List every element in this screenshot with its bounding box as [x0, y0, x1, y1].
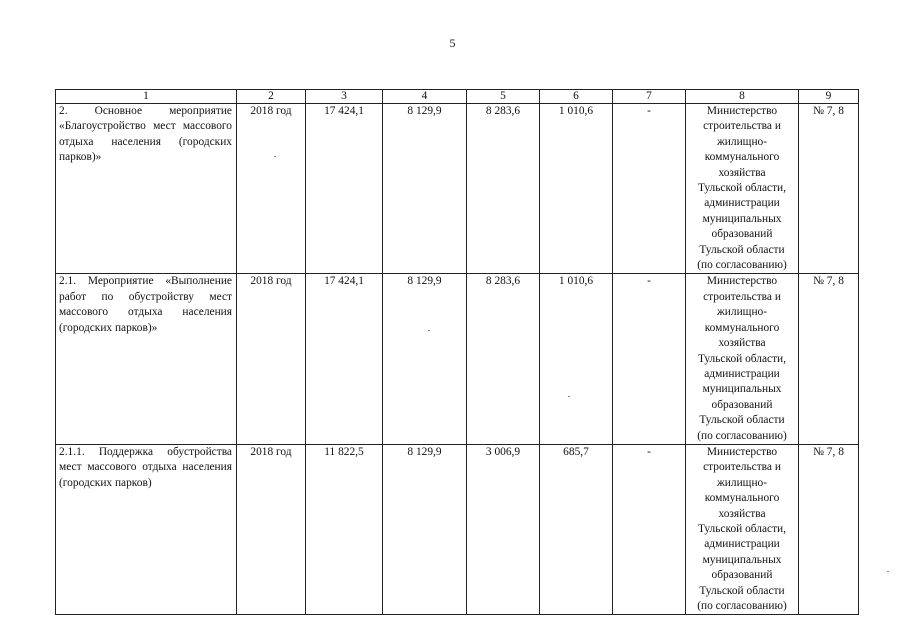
- indicators-cell: № 7, 8: [799, 104, 859, 274]
- responsible-line: строительства и: [703, 120, 781, 133]
- responsible-line: Министерство: [706, 445, 778, 458]
- responsible-line: Тульской области,: [697, 182, 787, 195]
- scan-speck: [428, 330, 430, 331]
- table-row: [56, 444, 859, 614]
- responsible-line: Тульской области: [699, 243, 785, 256]
- scan-speck: [887, 571, 889, 572]
- responsible-line: коммунального: [704, 151, 780, 164]
- responsible-line: муниципальных: [702, 553, 782, 566]
- responsible-line: Министерство: [706, 105, 778, 117]
- header-cell: 7: [613, 90, 686, 104]
- value-cell-col4: 8 129,9: [383, 104, 467, 274]
- responsible-line: администрации: [704, 367, 780, 380]
- header-row: [56, 90, 859, 104]
- value-cell-col7: -: [613, 444, 686, 614]
- header-cell: 4: [383, 90, 467, 104]
- responsible-line: строительства и: [703, 290, 781, 303]
- responsible-line: коммунального: [704, 321, 780, 334]
- value-cell-col4: 8 129,9: [383, 444, 467, 614]
- year-cell: 2018 год: [237, 444, 306, 614]
- responsible-line: администрации: [704, 197, 780, 210]
- total-cell: 17 424,1: [306, 104, 383, 274]
- responsible-line: образований: [711, 569, 773, 582]
- responsible-line: хозяйства: [718, 166, 766, 179]
- measure-name-cell: 2.1.1. Поддержка обустройства мест массового отдыха населения (городских парков): [56, 444, 237, 614]
- value-cell-col6: 1 010,6: [540, 104, 613, 274]
- value-cell-col5: 8 283,6: [467, 274, 540, 444]
- responsible-line: Тульской области: [699, 584, 785, 597]
- value-cell-col5: 8 283,6: [467, 104, 540, 274]
- table-row: [56, 104, 859, 274]
- measure-name-cell: 2. Основное мероприятие «Благоустройство мест массового отдыха населения (городских парков)»: [56, 104, 237, 274]
- year-cell: 2018 год: [237, 104, 306, 274]
- responsible-line: администрации: [704, 538, 780, 551]
- value-cell-col5: 3 006,9: [467, 444, 540, 614]
- header-cell: 8: [686, 90, 799, 104]
- responsible-cell: [686, 444, 799, 614]
- indicators-cell: № 7, 8: [799, 444, 859, 614]
- header-cell: 1: [56, 90, 237, 104]
- responsible-line: муниципальных: [702, 383, 782, 396]
- value-cell-col6: 1 010,6: [540, 274, 613, 444]
- responsible-line: образований: [711, 228, 773, 241]
- responsible-line: коммунального: [704, 492, 780, 505]
- measure-name-cell: 2.1. Мероприятие «Выполнение работ по обустройству мест массового отдыха населения (городских парков)»: [56, 274, 237, 444]
- header-cell: 5: [467, 90, 540, 104]
- responsible-line: (по согласованию): [697, 429, 787, 442]
- program-table: [55, 89, 859, 615]
- responsible-line: жилищно-: [716, 306, 768, 319]
- responsible-line: муниципальных: [702, 212, 782, 225]
- total-cell: 11 822,5: [306, 444, 383, 614]
- scan-speck: [274, 156, 276, 157]
- responsible-line: Тульской области: [699, 414, 785, 427]
- responsible-line: Тульской области,: [697, 352, 787, 365]
- table-row: [56, 274, 859, 444]
- header-cell: 3: [306, 90, 383, 104]
- responsible-line: строительства и: [703, 461, 781, 474]
- year-cell: 2018 год: [237, 274, 306, 444]
- value-cell-col6: 685,7: [540, 444, 613, 614]
- responsible-cell: [686, 104, 799, 274]
- value-cell-col7: -: [613, 104, 686, 274]
- responsible-cell: [686, 274, 799, 444]
- responsible-line: (по согласованию): [697, 259, 787, 272]
- responsible-line: жилищно-: [716, 476, 768, 489]
- responsible-line: жилищно-: [716, 135, 768, 148]
- header-cell: 2: [237, 90, 306, 104]
- value-cell-col4: 8 129,9: [383, 274, 467, 444]
- indicators-cell: № 7, 8: [799, 274, 859, 444]
- responsible-line: Тульской области,: [697, 522, 787, 535]
- responsible-line: образований: [711, 398, 773, 411]
- responsible-line: хозяйства: [718, 337, 766, 350]
- responsible-line: Министерство: [706, 275, 778, 288]
- header-cell: 9: [799, 90, 859, 104]
- value-cell-col7: -: [613, 274, 686, 444]
- responsible-line: (по согласованию): [697, 600, 787, 612]
- responsible-line: хозяйства: [718, 507, 766, 520]
- header-cell: 6: [540, 90, 613, 104]
- page-number: 5: [449, 36, 456, 50]
- scan-speck: [568, 396, 570, 397]
- total-cell: 17 424,1: [306, 274, 383, 444]
